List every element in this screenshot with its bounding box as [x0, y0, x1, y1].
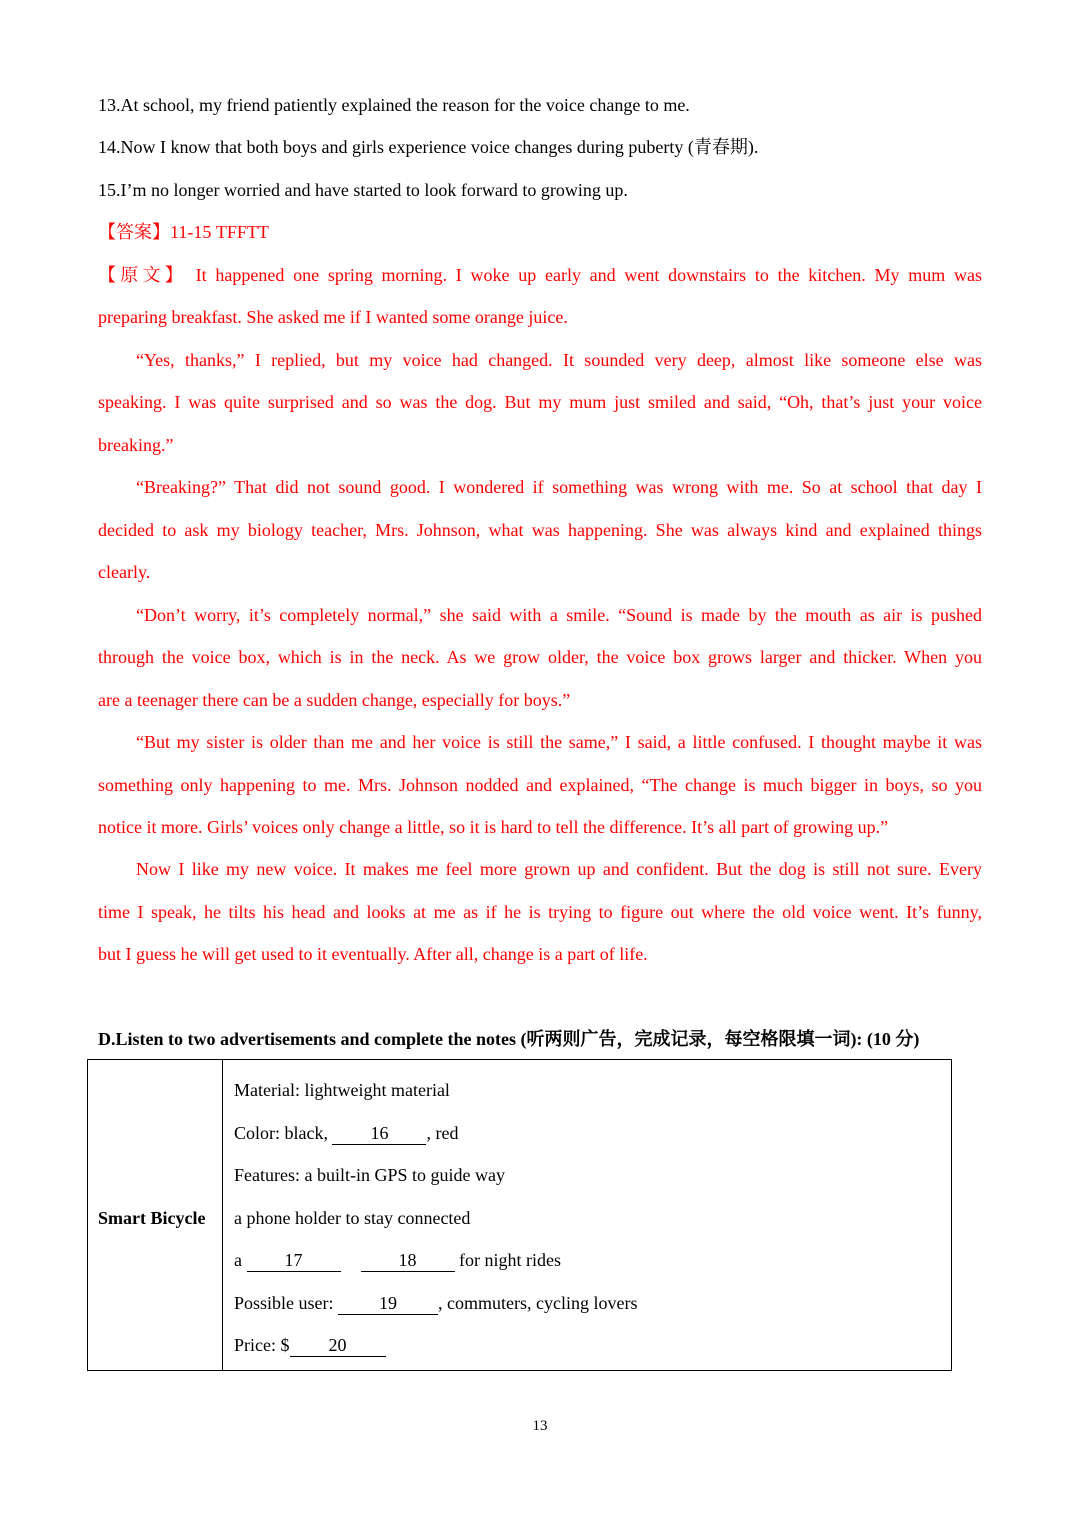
price-line: Price: $ 20	[234, 1332, 386, 1358]
transcript-line-6: “Breaking?” That did not sound good. I wondered if something was wrong with me. So at school that day I	[136, 477, 982, 497]
transcript-line-14: notice it more. Girls’ voices only change a little, so it is hard to tell the difference. It’s all part of growing up.”	[98, 817, 889, 837]
transcript-line-2: preparing breakfast. She asked me if I wanted some orange juice.	[98, 307, 568, 327]
answer-line	[98, 219, 982, 245]
blank-18: 18	[361, 1249, 455, 1272]
possible-user-line: Possible user: 19 , commuters, cycling lovers	[234, 1293, 638, 1313]
question-15: 15.I’m no longer worried and have started to look forward to growing up.	[98, 180, 628, 200]
answer-text: 11-15 TFFTT	[170, 222, 269, 242]
section-d-title: D.Listen to two advertisements and complete the notes (听两则广告，完成记录，每空格限填一词): (10 分)	[98, 1029, 920, 1049]
table-divider	[222, 1060, 223, 1370]
features-line: Features: a built-in GPS to guide way	[234, 1165, 505, 1185]
page-number: 13	[532, 1418, 548, 1434]
answer-label: 【答案】	[98, 222, 170, 242]
row-header: Smart Bicycle	[98, 1208, 206, 1228]
transcript-line-1: 【原文】 It happened one spring morning. I woke up early and went downstairs to the kitchen. My mum was	[98, 265, 982, 285]
question-14: 14.Now I know that both boys and girls experience voice changes during puberty (青春期).	[98, 137, 759, 157]
notes-table	[87, 1059, 952, 1371]
transcript-line-16: time I speak, he tilts his head and looks at me as if he is trying to figure out where the old voice went. It’s funny,	[98, 902, 982, 922]
transcript-line-7: decided to ask my biology teacher, Mrs. Johnson, what was happening. She was always kind and explained things	[98, 520, 982, 540]
transcript-line-13: something only happening to me. Mrs. Johnson nodded and explained, “The change is much bigger in boys, so you	[98, 775, 982, 795]
blank-20: 20	[290, 1334, 386, 1357]
question-13: 13.At school, my friend patiently explained the reason for the voice change to me.	[98, 95, 690, 115]
transcript-line-9: “Don’t worry, it’s completely normal,” she said with a smile. “Sound is made by the mouth as air is pushed	[136, 605, 982, 625]
transcript-line-12: “But my sister is older than me and her voice is still the same,” I said, a little confused. I thought maybe it was	[136, 732, 982, 752]
transcript-label: 【原文】	[98, 265, 187, 285]
blank-17: 17	[247, 1249, 341, 1272]
transcript-line-17: but I guess he will get used to it eventually. After all, change is a part of life.	[98, 944, 648, 964]
phone-holder-line: a phone holder to stay connected	[234, 1208, 471, 1228]
transcript-line-3: “Yes, thanks,” I replied, but my voice had changed. It sounded very deep, almost like someone else was	[136, 350, 982, 370]
transcript-line-4: speaking. I was quite surprised and so was the dog. But my mum just smiled and said, “Oh, that’s just your voice	[98, 392, 982, 412]
night-rides-line: a 17 18 for night rides	[234, 1250, 561, 1270]
transcript-line-11: are a teenager there can be a sudden change, especially for boys.”	[98, 690, 571, 710]
transcript-line-5: breaking.”	[98, 435, 174, 455]
transcript-line-8: clearly.	[98, 562, 151, 582]
transcript-line-10: through the voice box, which is in the neck. As we grow older, the voice box grows larger and thicker. When you	[98, 647, 982, 667]
material-line: Material: lightweight material	[234, 1080, 450, 1100]
blank-16: 16	[332, 1122, 426, 1145]
blank-19: 19	[338, 1292, 438, 1315]
transcript-line-15: Now I like my new voice. It makes me feel more grown up and confident. But the dog is still not sure. Every	[136, 859, 982, 879]
color-line: Color: black, 16 , red	[234, 1123, 459, 1143]
